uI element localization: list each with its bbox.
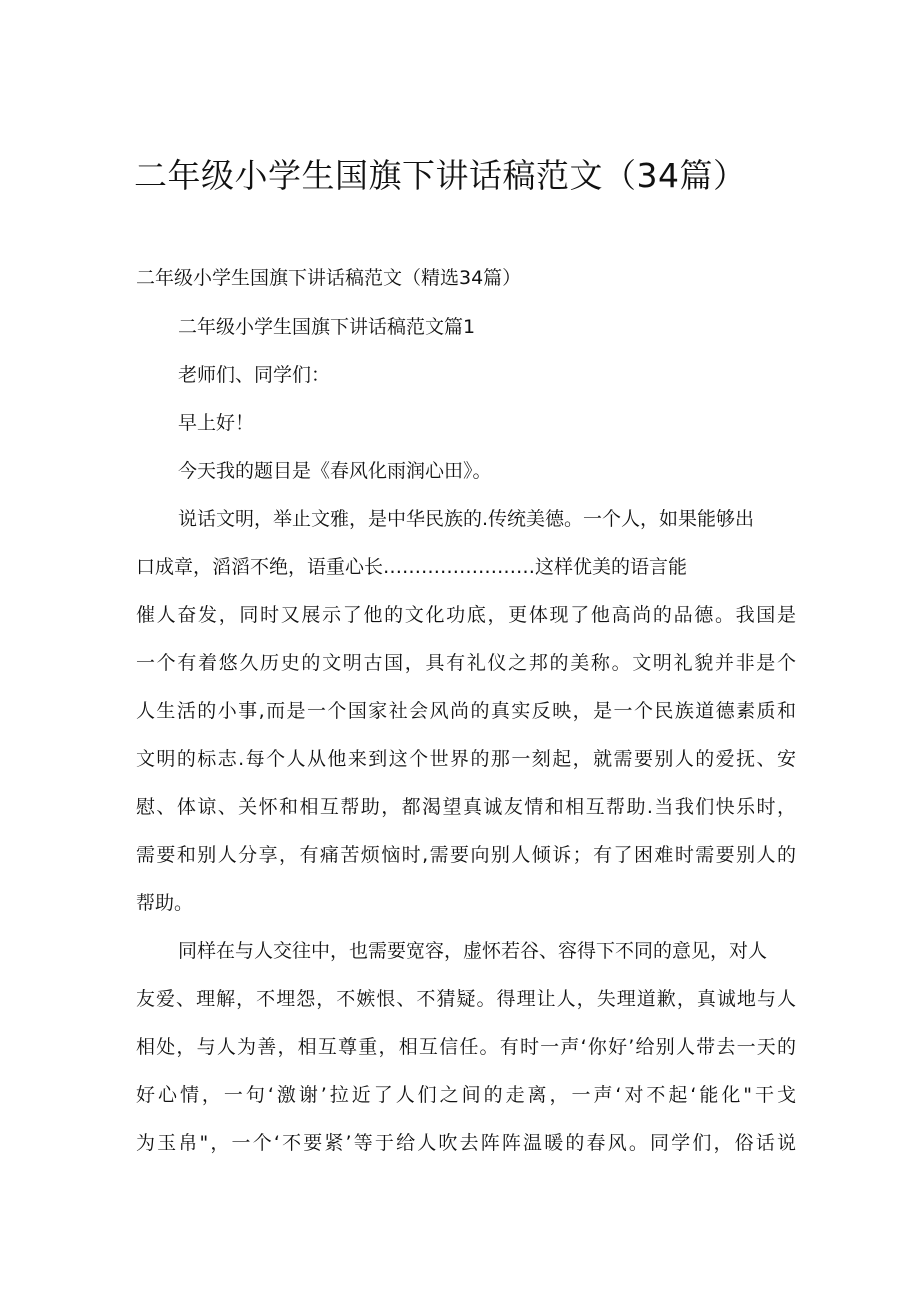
paragraph1-line: 催人奋发，同时又展示了他的文化功底，更体现了他高尚的品德。我国是: [136, 604, 796, 626]
paragraph1-line: 帮助。: [136, 892, 194, 914]
paragraph2-line: 为玉帛"，一个‘不要紧’等于给人吹去阵阵温暖的春风。同学们，俗话说: [136, 1132, 796, 1154]
topic-line: 今天我的题目是《春风化雨润心田》。: [178, 460, 492, 482]
greeting: 早上好！: [178, 412, 255, 434]
paragraph1-line: 文明的标志.每个人从他来到这个世界的那一刻起，就需要别人的爱抚、安: [136, 748, 796, 770]
paragraph2-line: 同样在与人交往中，也需要宽容，虚怀若谷、容得下不同的意见，对人: [178, 940, 768, 962]
paragraph2-line: 相处，与人为善，相互尊重，相互信任。有时一声‘你好’给别人带去一天的: [136, 1036, 796, 1058]
paragraph1-line: 慰、体谅、关怀和相互帮助，都渴望真诚友情和相互帮助.当我们快乐时，: [136, 796, 796, 818]
document-title: 二年级小学生国旗下讲话稿范文（34篇）: [134, 156, 747, 195]
paragraph2-line: 友爱、理解，不埋怨，不嫉恨、不猜疑。得理让人，失理道歉，真诚地与人: [136, 988, 796, 1010]
paragraph1-line: 需要和别人分享，有痛苦烦恼时,需要向别人倾诉；有了困难时需要别人的: [136, 844, 796, 866]
paragraph1-line: 一个有着悠久历史的文明古国，具有礼仪之邦的美称。文明礼貌并非是个: [136, 652, 796, 674]
paragraph1-line: 说话文明，举止文雅，是中华民族的.传统美德。一个人，如果能够出: [178, 508, 755, 530]
paragraph2-line: 好心情，一句‘激谢’拉近了人们之间的走离，一声‘对不起‘能化"干戈: [136, 1084, 796, 1106]
salutation: 老师们、同学们：: [178, 364, 331, 386]
document-subtitle: 二年级小学生国旗下讲话稿范文（精选34篇）: [136, 267, 522, 289]
section-heading: 二年级小学生国旗下讲话稿范文篇1: [178, 316, 476, 338]
paragraph1-line: 口成章，滔滔不绝，语重心长……………………这样优美的语言能: [136, 556, 688, 578]
paragraph1-line: 人生活的小事,而是一个国家社会风尚的真实反映，是一个民族道德素质和: [136, 700, 796, 722]
